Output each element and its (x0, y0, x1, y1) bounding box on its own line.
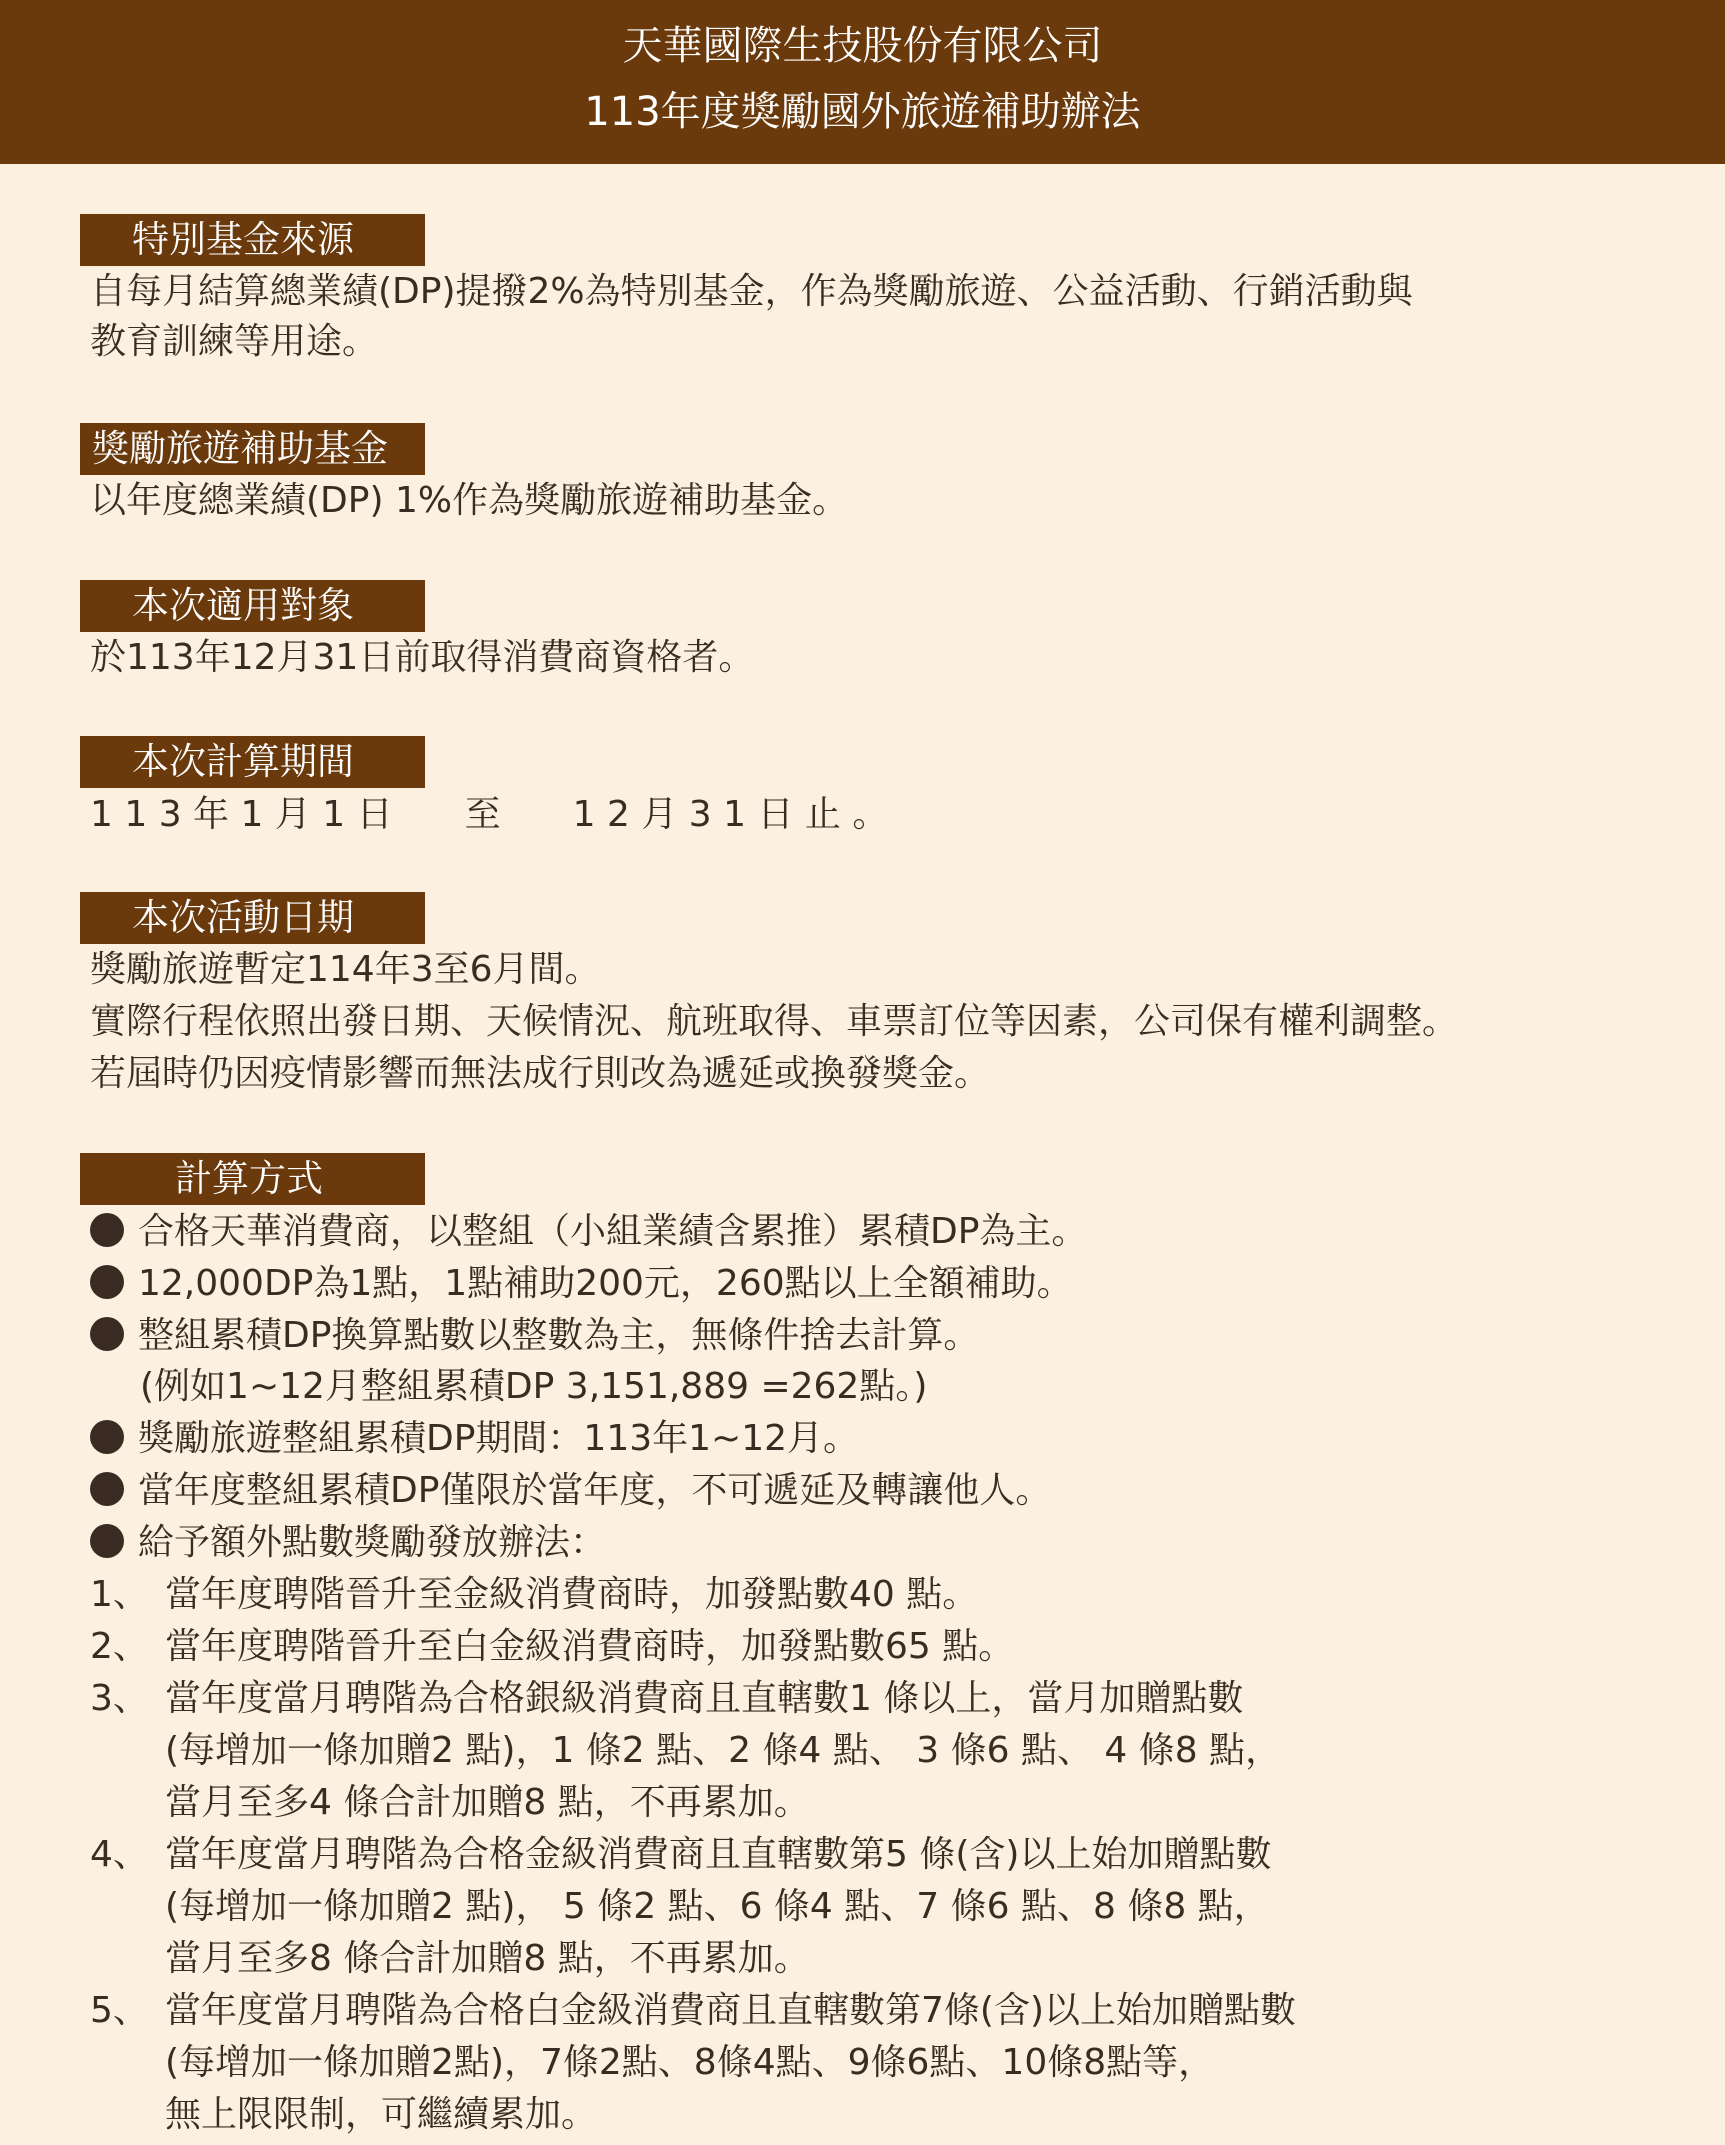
bullet-item: 當年度整組累積DP僅限於當年度，不可遞延及轉讓他人。 (90, 1466, 1051, 1516)
item-text: (每增加一條加贈2 點)，1 條2 點、2 條4 點、 3 條6 點、 4 條8 點， (165, 1730, 1282, 1771)
example-text: (例如1~12月整組累積DP 3,151,889 =262點。) (140, 1366, 928, 1407)
item-text: 無上限限制，可繼續累加。 (165, 2094, 598, 2135)
item-number: 5、 (90, 1990, 149, 2031)
section-text: 於113年12月31日前取得消費商資格者。 (90, 637, 755, 678)
section-label-eligibility: 本次適用對象 (80, 580, 425, 632)
item-text: 當年度當月聘階為合格白金級消費商且直轄數第7條(含)以上始加贈點數 (165, 1990, 1296, 2031)
bullet-dot-icon (90, 1524, 124, 1558)
item-number: 2、 (90, 1626, 149, 1667)
section-text: 若屆時仍因疫情影響而無法成行則改為遞延或換發獎金。 (90, 1053, 991, 1094)
section-text: 實際行程依照出發日期、天候情況、航班取得、車票訂位等因素，公司保有權利調整。 (90, 1001, 1459, 1042)
bullet-item: 獎勵旅遊整組累積DP期間：113年1~12月。 (90, 1414, 859, 1464)
bullet-dot-icon (90, 1420, 124, 1454)
item-text: 當年度聘階晉升至白金級消費商時，加發點數65 點。 (165, 1626, 1015, 1667)
section-text: 教育訓練等用途。 (90, 321, 379, 362)
item-text: 當年度聘階晉升至金級消費商時，加發點數40 點。 (165, 1574, 979, 1615)
section-label-travel-fund: 獎勵旅遊補助基金 (80, 423, 425, 475)
bullet-item: 12,000DP為1點，1點補助200元，260點以上全額補助。 (90, 1259, 1073, 1309)
section-label-event-date: 本次活動日期 (80, 892, 425, 944)
section-text: 以年度總業績(DP) 1%作為獎勵旅遊補助基金。 (90, 480, 849, 521)
bullet-dot-icon (90, 1472, 124, 1506)
section-label-fund-source: 特別基金來源 (80, 214, 425, 266)
item-text: (每增加一條加贈2點)，7條2點、8條4點、9條6點、10條8點等， (165, 2042, 1215, 2083)
section-text: 獎勵旅遊暫定114年3至6月間。 (90, 949, 601, 990)
item-text: 當月至多4 條合計加贈8 點，不再累加。 (165, 1782, 810, 1823)
bullet-dot-icon (90, 1213, 124, 1247)
bullet-dot-icon (90, 1265, 124, 1299)
item-number: 3、 (90, 1678, 149, 1719)
section-text: 自每月結算總業績(DP)提撥2%為特別基金，作為獎勵旅遊、公益活動、行銷活動與 (90, 271, 1413, 312)
item-text: 當年度當月聘階為合格銀級消費商且直轄數1 條以上，當月加贈點數 (165, 1678, 1244, 1719)
bullet-item: 合格天華消費商，以整組（小組業績含累推）累積DP為主。 (90, 1207, 1087, 1257)
section-label-calculation: 計算方式 (80, 1153, 425, 1205)
page-header (0, 0, 1725, 164)
item-text: (每增加一條加贈2 點)， 5 條2 點、6 條4 點、7 條6 點、8 條8 點， (165, 1886, 1270, 1927)
section-text: 1 1 3 年 1 月 1 日 至 1 2 月 3 1 日 止 。 (90, 794, 889, 835)
bullet-dot-icon (90, 1317, 124, 1351)
item-number: 4、 (90, 1834, 149, 1875)
company-name: 天華國際生技股份有限公司 (622, 23, 1103, 69)
bullet-item: 整組累積DP換算點數以整數為主，無條件捨去計算。 (90, 1311, 979, 1361)
item-number: 1、 (90, 1574, 149, 1615)
bullet-item: 給予額外點數獎勵發放辦法： (90, 1518, 606, 1568)
section-label-period: 本次計算期間 (80, 736, 425, 788)
item-text: 當月至多8 條合計加贈8 點，不再累加。 (165, 1938, 810, 1979)
item-text: 當年度當月聘階為合格金級消費商且直轄數第5 條(含)以上始加贈點數 (165, 1834, 1272, 1875)
document-title: 113年度獎勵國外旅遊補助辦法 (584, 89, 1141, 135)
